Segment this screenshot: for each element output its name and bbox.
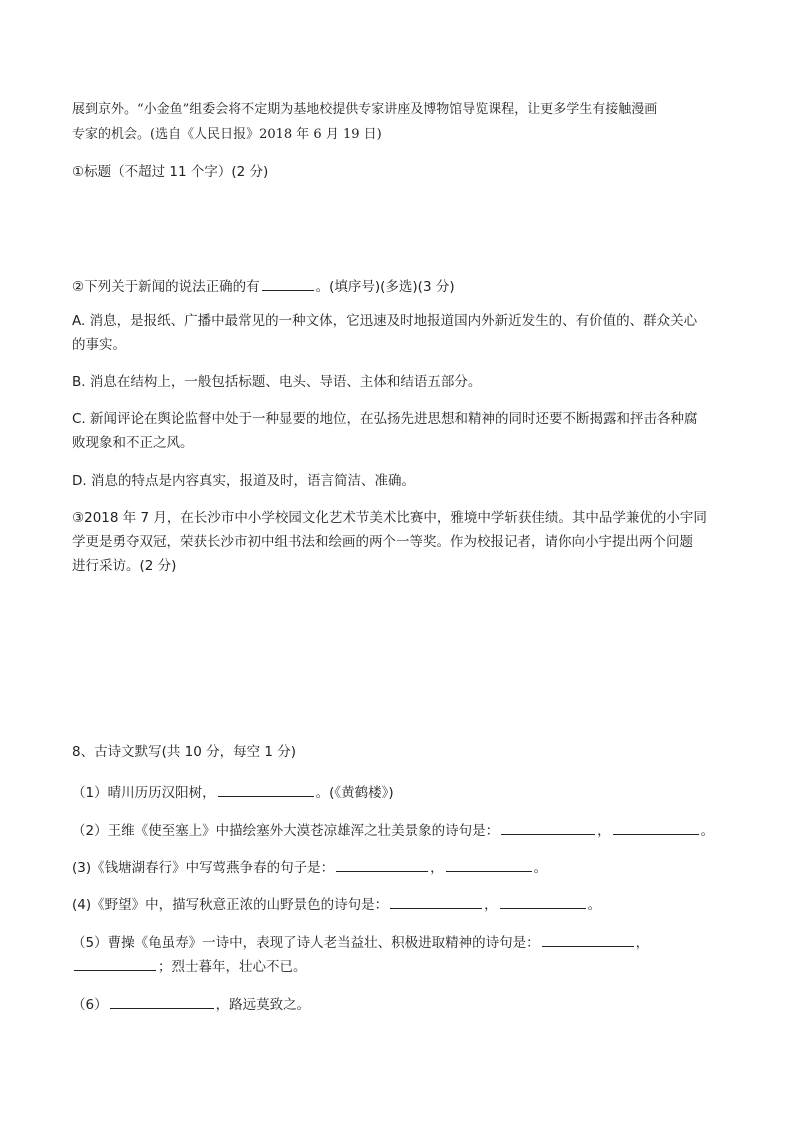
poem-suffix: 。 [533, 860, 548, 876]
answer-blank[interactable] [542, 932, 634, 947]
option-c-cont: 败现象和不正之风。 [72, 435, 194, 451]
option-a-cont: 的事实。 [72, 337, 126, 353]
poem-item-5-cont [72, 956, 307, 976]
answer-blank[interactable] [500, 894, 586, 909]
question-interview-cont: 学更是勇夺双冠，荣获长沙市初中组书法和绘画的两个一等奖。作为校报记者，请你向小宇提出两个问题 [72, 534, 693, 550]
option-d: D. 消息的特点是内容真实，报道及时，语言简洁、准确。 [72, 473, 415, 489]
option-a: A. 消息，是报纸、广播中最常见的一种文体，它迅速及时地报道国内外新近发生的、有价值的、群众关心 [72, 313, 698, 329]
passage-source-line: 专家的机会。(选自《人民日报》2018 年 6 月 19 日) [72, 127, 382, 142]
question-suffix: 。(填序号)(多选)(3 分) [315, 279, 455, 295]
poem-prompt: (4)《野望》中，描写秋意正浓的山野景色的诗句是： [72, 897, 389, 913]
option-c: C. 新闻评论在舆论监督中处于一种显要的地位，在弘扬先进思想和精神的同时还要不断揭露和抨击各种腐 [72, 411, 698, 427]
poem-suffix: 。 [700, 823, 715, 839]
poem-item-3 [72, 857, 547, 877]
answer-blank[interactable] [390, 894, 482, 909]
answer-blank[interactable] [613, 820, 699, 835]
poem-suffix: 。 [587, 897, 602, 913]
poem-sep: ， [635, 935, 650, 951]
answer-blank[interactable] [336, 857, 428, 872]
answer-blank[interactable] [446, 857, 532, 872]
poem-suffix: ，路远莫致之。 [215, 997, 311, 1013]
question-news-statements [72, 276, 455, 296]
poem-sep: ， [430, 860, 444, 876]
passage-line: 展到京外。“小金鱼”组委会将不定期为基地校提供专家讲座及博物馆导览课程，让更多学生有接触漫画 [72, 102, 658, 117]
poem-item-2 [72, 820, 714, 840]
answer-blank[interactable] [262, 276, 314, 291]
answer-blank[interactable] [501, 820, 595, 835]
option-b: B. 消息在结构上，一般包括标题、电头、导语、主体和结语五部分。 [72, 374, 482, 390]
poem-suffix: ；烈士暮年，壮心不已。 [158, 959, 307, 975]
question-prefix: ②下列关于新闻的说法正确的有 [72, 279, 260, 295]
answer-blank[interactable] [74, 956, 156, 971]
poem-prompt: (3)《钱塘湖春行》中写莺燕争春的句子是： [72, 860, 335, 876]
poem-prompt: （1）晴川历历汉阳树， [72, 785, 216, 801]
answer-blank[interactable] [110, 994, 214, 1009]
poem-prompt: （2）王维《使至塞上》中描绘塞外大漠苍凉雄浑之壮美景象的诗句是： [72, 823, 500, 839]
poem-sep: ， [597, 823, 611, 839]
poem-prompt: （5）曹操《龟虽寿》一诗中，表现了诗人老当益壮、积极进取精神的诗句是： [72, 935, 540, 951]
question-title: ①标题（不超过 11 个字）(2 分) [72, 164, 269, 180]
answer-blank[interactable] [218, 782, 314, 797]
poem-suffix: 。(《黄鹤楼》) [315, 785, 394, 801]
poem-item-4 [72, 894, 601, 914]
question-interview: ③2018 年 7 月，在长沙市中小学校园文化艺术节美术比赛中，雅境中学斩获佳绩。其中品学兼优的小宇同 [72, 510, 707, 526]
poem-item-6 [72, 994, 310, 1014]
section-heading: 8、古诗文默写(共 10 分，每空 1 分) [72, 744, 297, 760]
poem-item-5 [72, 932, 649, 952]
question-interview-cont: 进行采访。(2 分) [72, 558, 177, 574]
poem-prompt: （6） [72, 997, 108, 1013]
poem-sep: ， [484, 897, 498, 913]
poem-item-1 [72, 782, 394, 802]
